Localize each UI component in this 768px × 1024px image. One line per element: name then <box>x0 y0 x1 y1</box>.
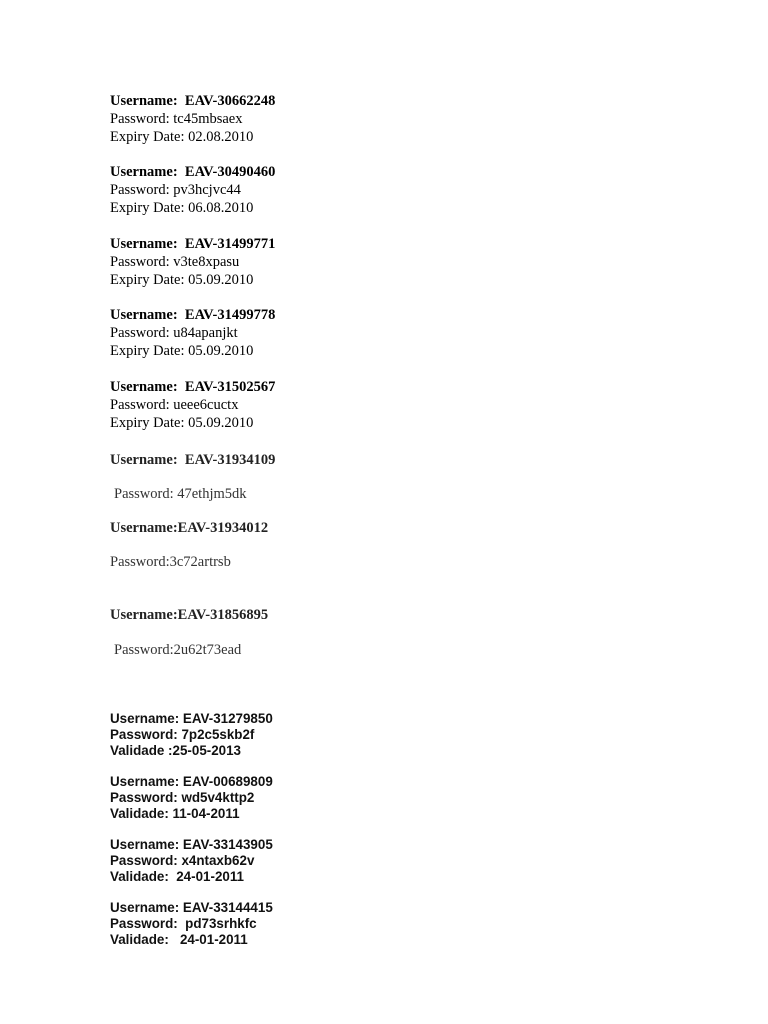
password-line: Password: tc45mbsaex <box>110 111 243 127</box>
password-line: Password: v3te8xpasu <box>110 254 240 270</box>
username-line: Username: EAV-30490460 <box>110 164 276 180</box>
expiry-date-line: Expiry Date: 02.08.2010 <box>110 129 254 145</box>
username-line: Username: EAV-31499778 <box>110 307 276 323</box>
validade-line: Validade :25-05-2013 <box>110 743 242 758</box>
expiry-date-line: Expiry Date: 05.09.2010 <box>110 272 254 288</box>
username-line: Username:EAV-31934012 <box>110 520 269 536</box>
password-line: Password: 47ethjm5dk <box>114 486 247 502</box>
username-line: Username: EAV-33144415 <box>110 900 273 915</box>
username-line: Username: EAV-31934109 <box>110 452 276 468</box>
expiry-date-line: Expiry Date: 05.09.2010 <box>110 415 254 431</box>
password-line: Password:3c72artrsb <box>110 554 231 570</box>
validade-line: Validade: 11-04-2011 <box>110 806 240 821</box>
expiry-date-line: Expiry Date: 06.08.2010 <box>110 200 254 216</box>
username-line: Username:EAV-31856895 <box>110 607 269 623</box>
password-line: Password: x4ntaxb62v <box>110 853 255 868</box>
username-line: Username: EAV-31499771 <box>110 236 276 252</box>
password-line: Password: pv3hcjvc44 <box>110 182 241 198</box>
username-line: Username: EAV-00689809 <box>110 774 273 789</box>
username-line: Username: EAV-33143905 <box>110 837 273 852</box>
expiry-date-line: Expiry Date: 05.09.2010 <box>110 343 254 359</box>
validade-line: Validade: 24-01-2011 <box>110 932 248 947</box>
username-line: Username: EAV-31279850 <box>110 711 273 726</box>
username-line: Username: EAV-31502567 <box>110 379 276 395</box>
username-line: Username: EAV-30662248 <box>110 93 276 109</box>
password-line: Password: ueee6cuctx <box>110 397 239 413</box>
validade-line: Validade: 24-01-2011 <box>110 869 244 884</box>
password-line: Password: pd73srhkfc <box>110 916 257 931</box>
password-line: Password: wd5v4kttp2 <box>110 790 255 805</box>
password-line: Password: 7p2c5skb2f <box>110 727 255 742</box>
password-line: Password:2u62t73ead <box>114 642 242 658</box>
password-line: Password: u84apanjkt <box>110 325 238 341</box>
